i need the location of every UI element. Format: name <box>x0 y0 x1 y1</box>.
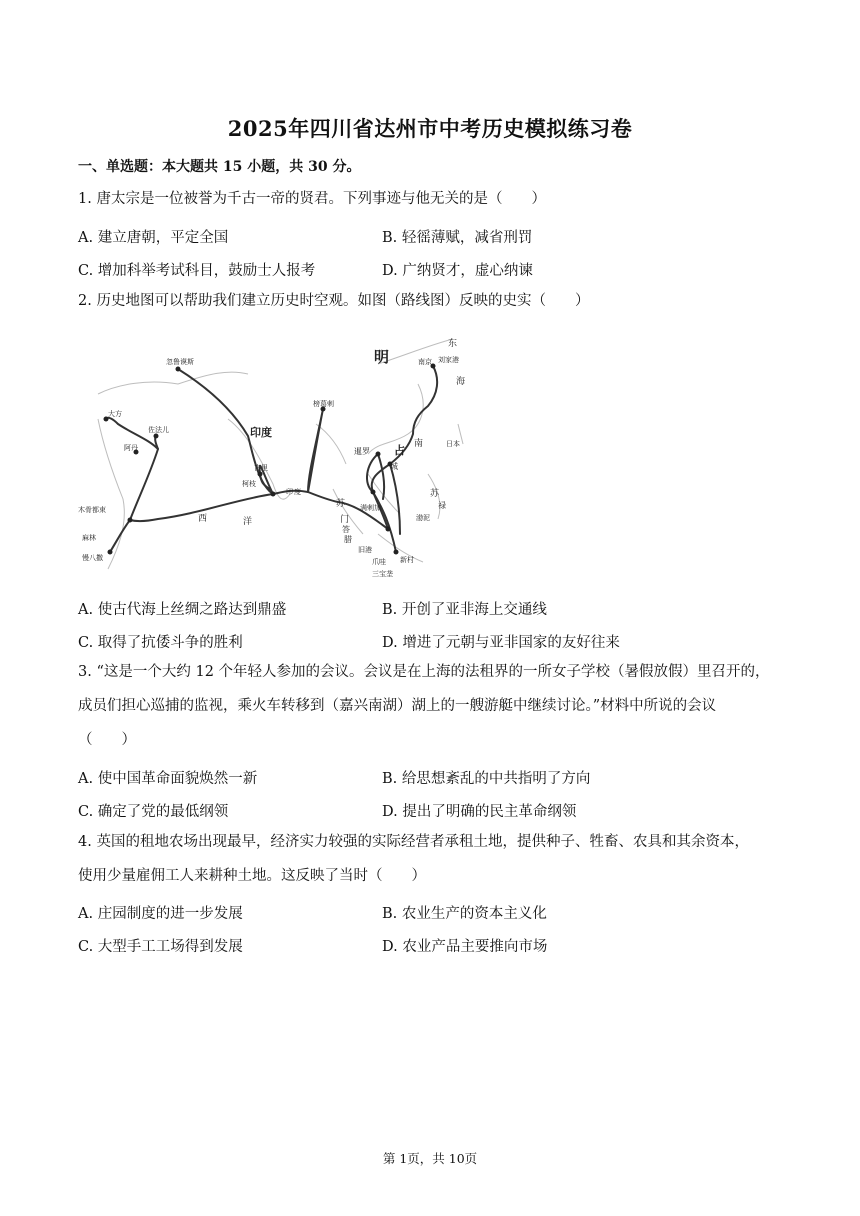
map-label-japan: 日本 <box>446 440 460 448</box>
map-label-india: 印度 <box>250 426 272 439</box>
question-2-option-c: C. 取得了抗倭斗争的胜利 <box>78 635 243 651</box>
question-2-option-d: D. 增进了元朝与亚非国家的友好往来 <box>382 635 620 651</box>
question-3-option-b: B. 给思想紊乱的中共指明了方向 <box>382 771 591 787</box>
map-label-calicut: 古里 <box>254 464 268 472</box>
question-3-stem-line-1: 3. “这是一个大约 12 个年轻人参加的会议。会议是在上海的法租界的一所女子学校（暑假放假）里召开的， <box>78 664 770 680</box>
map-label-sanbaolong: 三宝垄 <box>372 570 393 578</box>
map-label-bengal: 榜葛剌 <box>313 400 334 408</box>
map-label-nanjing: 南京 <box>418 358 432 366</box>
question-4-option-a: A. 庄园制度的进一步发展 <box>78 906 243 922</box>
exam-title: 2025年四川省达州市中考历史模拟练习卷 <box>227 116 633 141</box>
question-4-stem-line-2: 使用少量雇佣工人来耕种土地。这反映了当时（ ） <box>78 868 426 884</box>
map-label-cochin: 柯枝 <box>242 480 256 488</box>
map-label-indian-ocean-1: 印 <box>286 488 293 496</box>
question-2-option-b: B. 开创了亚非海上交通线 <box>382 602 547 618</box>
map-label-south: 南 <box>414 439 424 449</box>
section-heading: 一、单选题：本大题共 15 小题，共 30 分。 <box>78 159 361 175</box>
map-label-mombasa: 慢八撒 <box>82 554 103 562</box>
map-label-malacca: 满剌加 <box>360 504 381 512</box>
question-3-option-a: A. 使中国革命面貌焕然一新 <box>78 771 258 787</box>
question-1-option-d: D. 广纳贤才，虚心纳谏 <box>382 263 533 279</box>
zheng-he-voyage-route-map <box>78 324 476 582</box>
map-label-indian-ocean-2: 度 <box>294 488 301 496</box>
map-label-champa-2: 城 <box>390 462 398 471</box>
map-label-sulu-1: 苏 <box>430 489 440 499</box>
map-label-sumatra-1: 苏 <box>336 499 346 509</box>
map-label-dafa: 大方 <box>108 410 122 418</box>
question-4-stem-line-1: 4. 英国的租地农场出现最早，经济实力较强的实际经营者承租土地，提供种子、牲畜、农具和其余资本， <box>78 834 749 850</box>
map-label-sumatra-4: 腊 <box>344 535 352 544</box>
map-label-liujiagang: 刘家港 <box>438 356 459 364</box>
map-label-palembang: 旧港 <box>358 546 372 554</box>
question-4-option-b: B. 农业生产的资本主义化 <box>382 906 547 922</box>
map-label-xincun: 新村 <box>400 556 414 564</box>
map-label-malindi: 麻林 <box>82 534 96 542</box>
map-label-java: 爪哇 <box>372 558 386 566</box>
question-3-option-c: C. 确定了党的最低纲领 <box>78 804 229 820</box>
map-label-borneo: 渤泥 <box>416 514 430 522</box>
map-label-east: 东 <box>448 339 458 349</box>
page-footer: 第 1页，共 10页 <box>382 1151 478 1166</box>
question-3-stem-line-2: 成员们担心巡捕的监视，乘火车转移到（嘉兴南湖）湖上的一艘游艇中继续讨论。”材料中所说的会议 <box>78 698 717 714</box>
question-4-option-d: D. 农业产品主要推向市场 <box>382 939 548 955</box>
map-label-sumatra-3: 答 <box>342 525 350 534</box>
map-label-zufar: 佐法儿 <box>148 426 169 434</box>
question-1-option-c: C. 增加科举考试科目，鼓励士人报考 <box>78 263 316 279</box>
map-label-ocean: 洋 <box>243 517 253 527</box>
question-3-stem-line-3: （ ） <box>78 732 136 748</box>
map-label-sulu-2: 禄 <box>438 501 446 510</box>
map-label-ming: 明 <box>374 348 390 366</box>
question-1-option-b: B. 轻徭薄赋，减省刑罚 <box>382 230 533 246</box>
map-label-sumatra-2: 门 <box>340 515 350 525</box>
question-2-stem: 2. 历史地图可以帮助我们建立历史时空观。如图（路线图）反映的史实（ ） <box>78 293 590 309</box>
map-label-siam: 暹罗 <box>354 447 370 456</box>
map-label-hormuz: 忽鲁谟斯 <box>166 358 194 366</box>
question-3-option-d: D. 提出了明确的民主革命纲领 <box>382 804 577 820</box>
question-1-stem: 1. 唐太宗是一位被誉为千古一帝的贤君。下列事迹与他无关的是（ ） <box>78 191 546 207</box>
question-4-option-c: C. 大型手工工场得到发展 <box>78 939 243 955</box>
map-label-west: 西 <box>198 514 208 524</box>
question-1-option-a: A. 建立唐朝，平定全国 <box>78 230 229 246</box>
map-label-aden: 阿丹 <box>124 444 138 452</box>
question-2-option-a: A. 使古代海上丝绸之路达到鼎盛 <box>78 602 287 618</box>
map-label-sea: 海 <box>456 377 466 387</box>
map-label-champa-1: 占 <box>394 444 405 457</box>
map-label-mogadishu: 木骨都束 <box>78 506 106 514</box>
